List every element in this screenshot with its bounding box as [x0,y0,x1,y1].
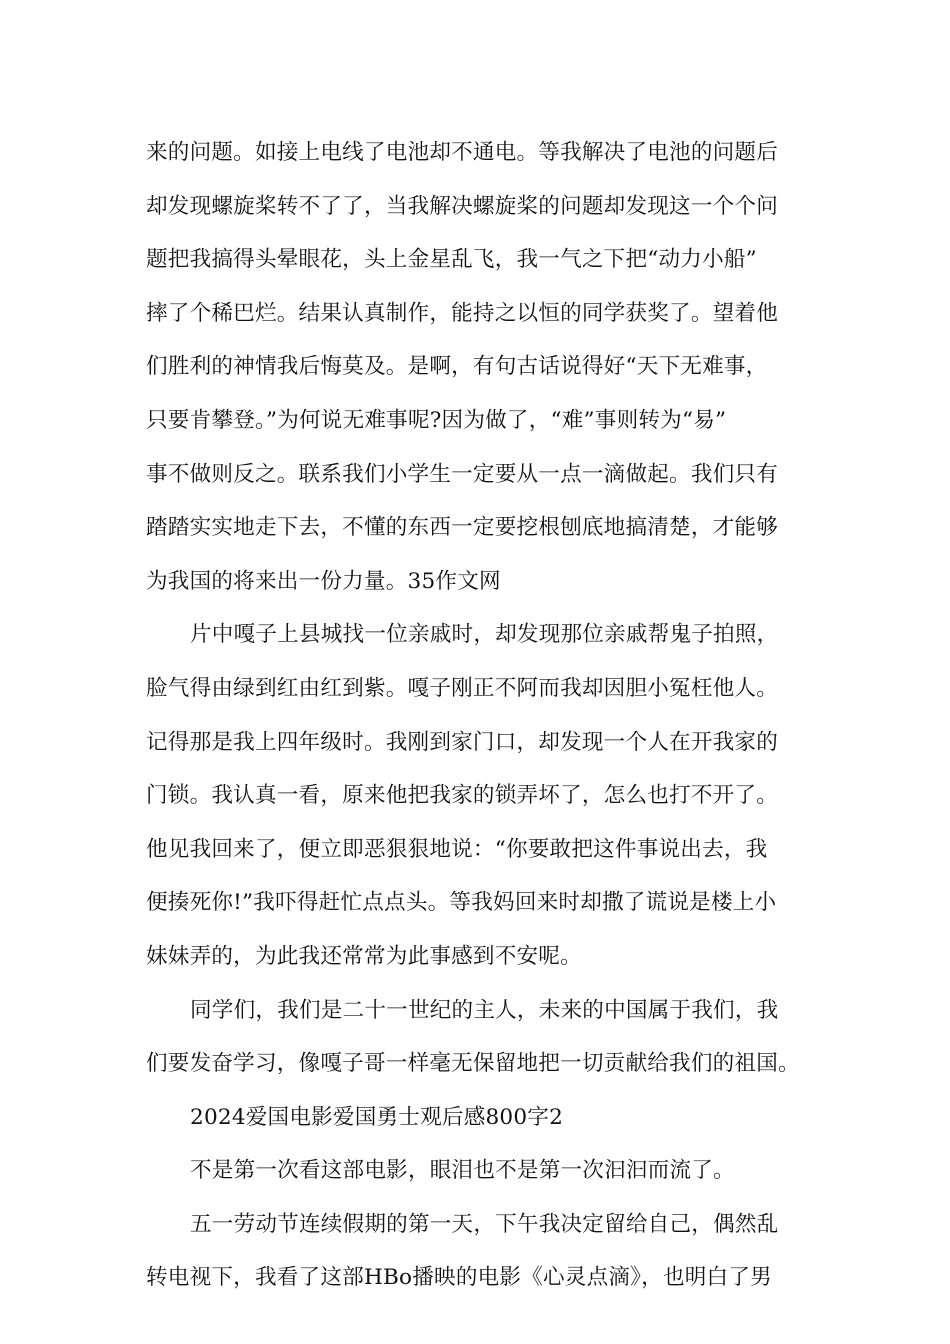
text-line: 来的问题。如接上电线了电池却不通电。等我解决了电池的问题后 [146,140,779,165]
text-line: 五一劳动节连续假期的第一天，下午我决定留给自己，偶然乱 [190,1211,779,1237]
text-line: 摔了个稀巴烂。结果认真制作，能持之以恒的同学获奖了。望着他 [146,300,779,326]
text-line: 片中嘎子上县城找一位亲戚时，却发现那位亲戚帮鬼子拍照， [190,622,779,648]
document-body [146,126,816,1305]
text-line: 们胜利的神情我后悔莫及。是啊，有句古话说得好“天下无难事， [146,354,768,380]
text-line: 为我国的将来出一份力量。35作文网 [146,568,501,594]
text-line: 不是第一次看这部电影，眼泪也不是第一次汩汩而流了。 [190,1158,735,1184]
text-line: 们要发奋学习，像嘎子哥一样毫无保留地把一切贡献给我们的祖国。 [146,1051,800,1077]
text-line: 门锁。我认真一看，原来他把我家的锁弄坏了，怎么也打不开了。 [146,783,779,809]
text-line: 事不做则反之。联系我们小学生一定要从一点一滴做起。我们只有 [146,461,779,487]
text-line: 他见我回来了，便立即恶狠狠地说：“你要敢把这件事说出去，我 [146,836,768,862]
text-line: 记得那是我上四年级时。我刚到家门口，却发现一个人在开我家的 [146,729,779,755]
text-line: 2024爱国电影爱国勇士观后感800字2 [190,1104,564,1130]
text-line: 转电视下，我看了这部HBo播映的电影《心灵点滴》，也明白了男 [146,1265,772,1291]
text-line: 妹妹弄的，为此我还常常为此事感到不安呢。 [146,943,582,969]
text-line: 只要肯攀登。”为何说无难事呢?因为做了，“难”事则转为“易” [146,407,727,433]
text-line: 题把我搞得头晕眼花，头上金星乱飞，我一气之下把“动力小船” [146,247,757,273]
text-line: 却发现螺旋桨转不了了，当我解决螺旋桨的问题却发现这一个个问 [146,193,779,219]
text-line: 便揍死你!”我吓得赶忙点点头。等我妈回来时却撒了谎说是楼上小 [146,890,777,916]
text-line: 同学们，我们是二十一世纪的主人，未来的中国属于我们，我 [190,997,779,1023]
text-line: 踏踏实实地走下去，不懂的东西一定要挖根刨底地搞清楚，才能够 [146,515,779,541]
text-line: 脸气得由绿到红由红到紫。嘎子刚正不阿而我却因胆小冤枉他人。 [146,675,779,701]
